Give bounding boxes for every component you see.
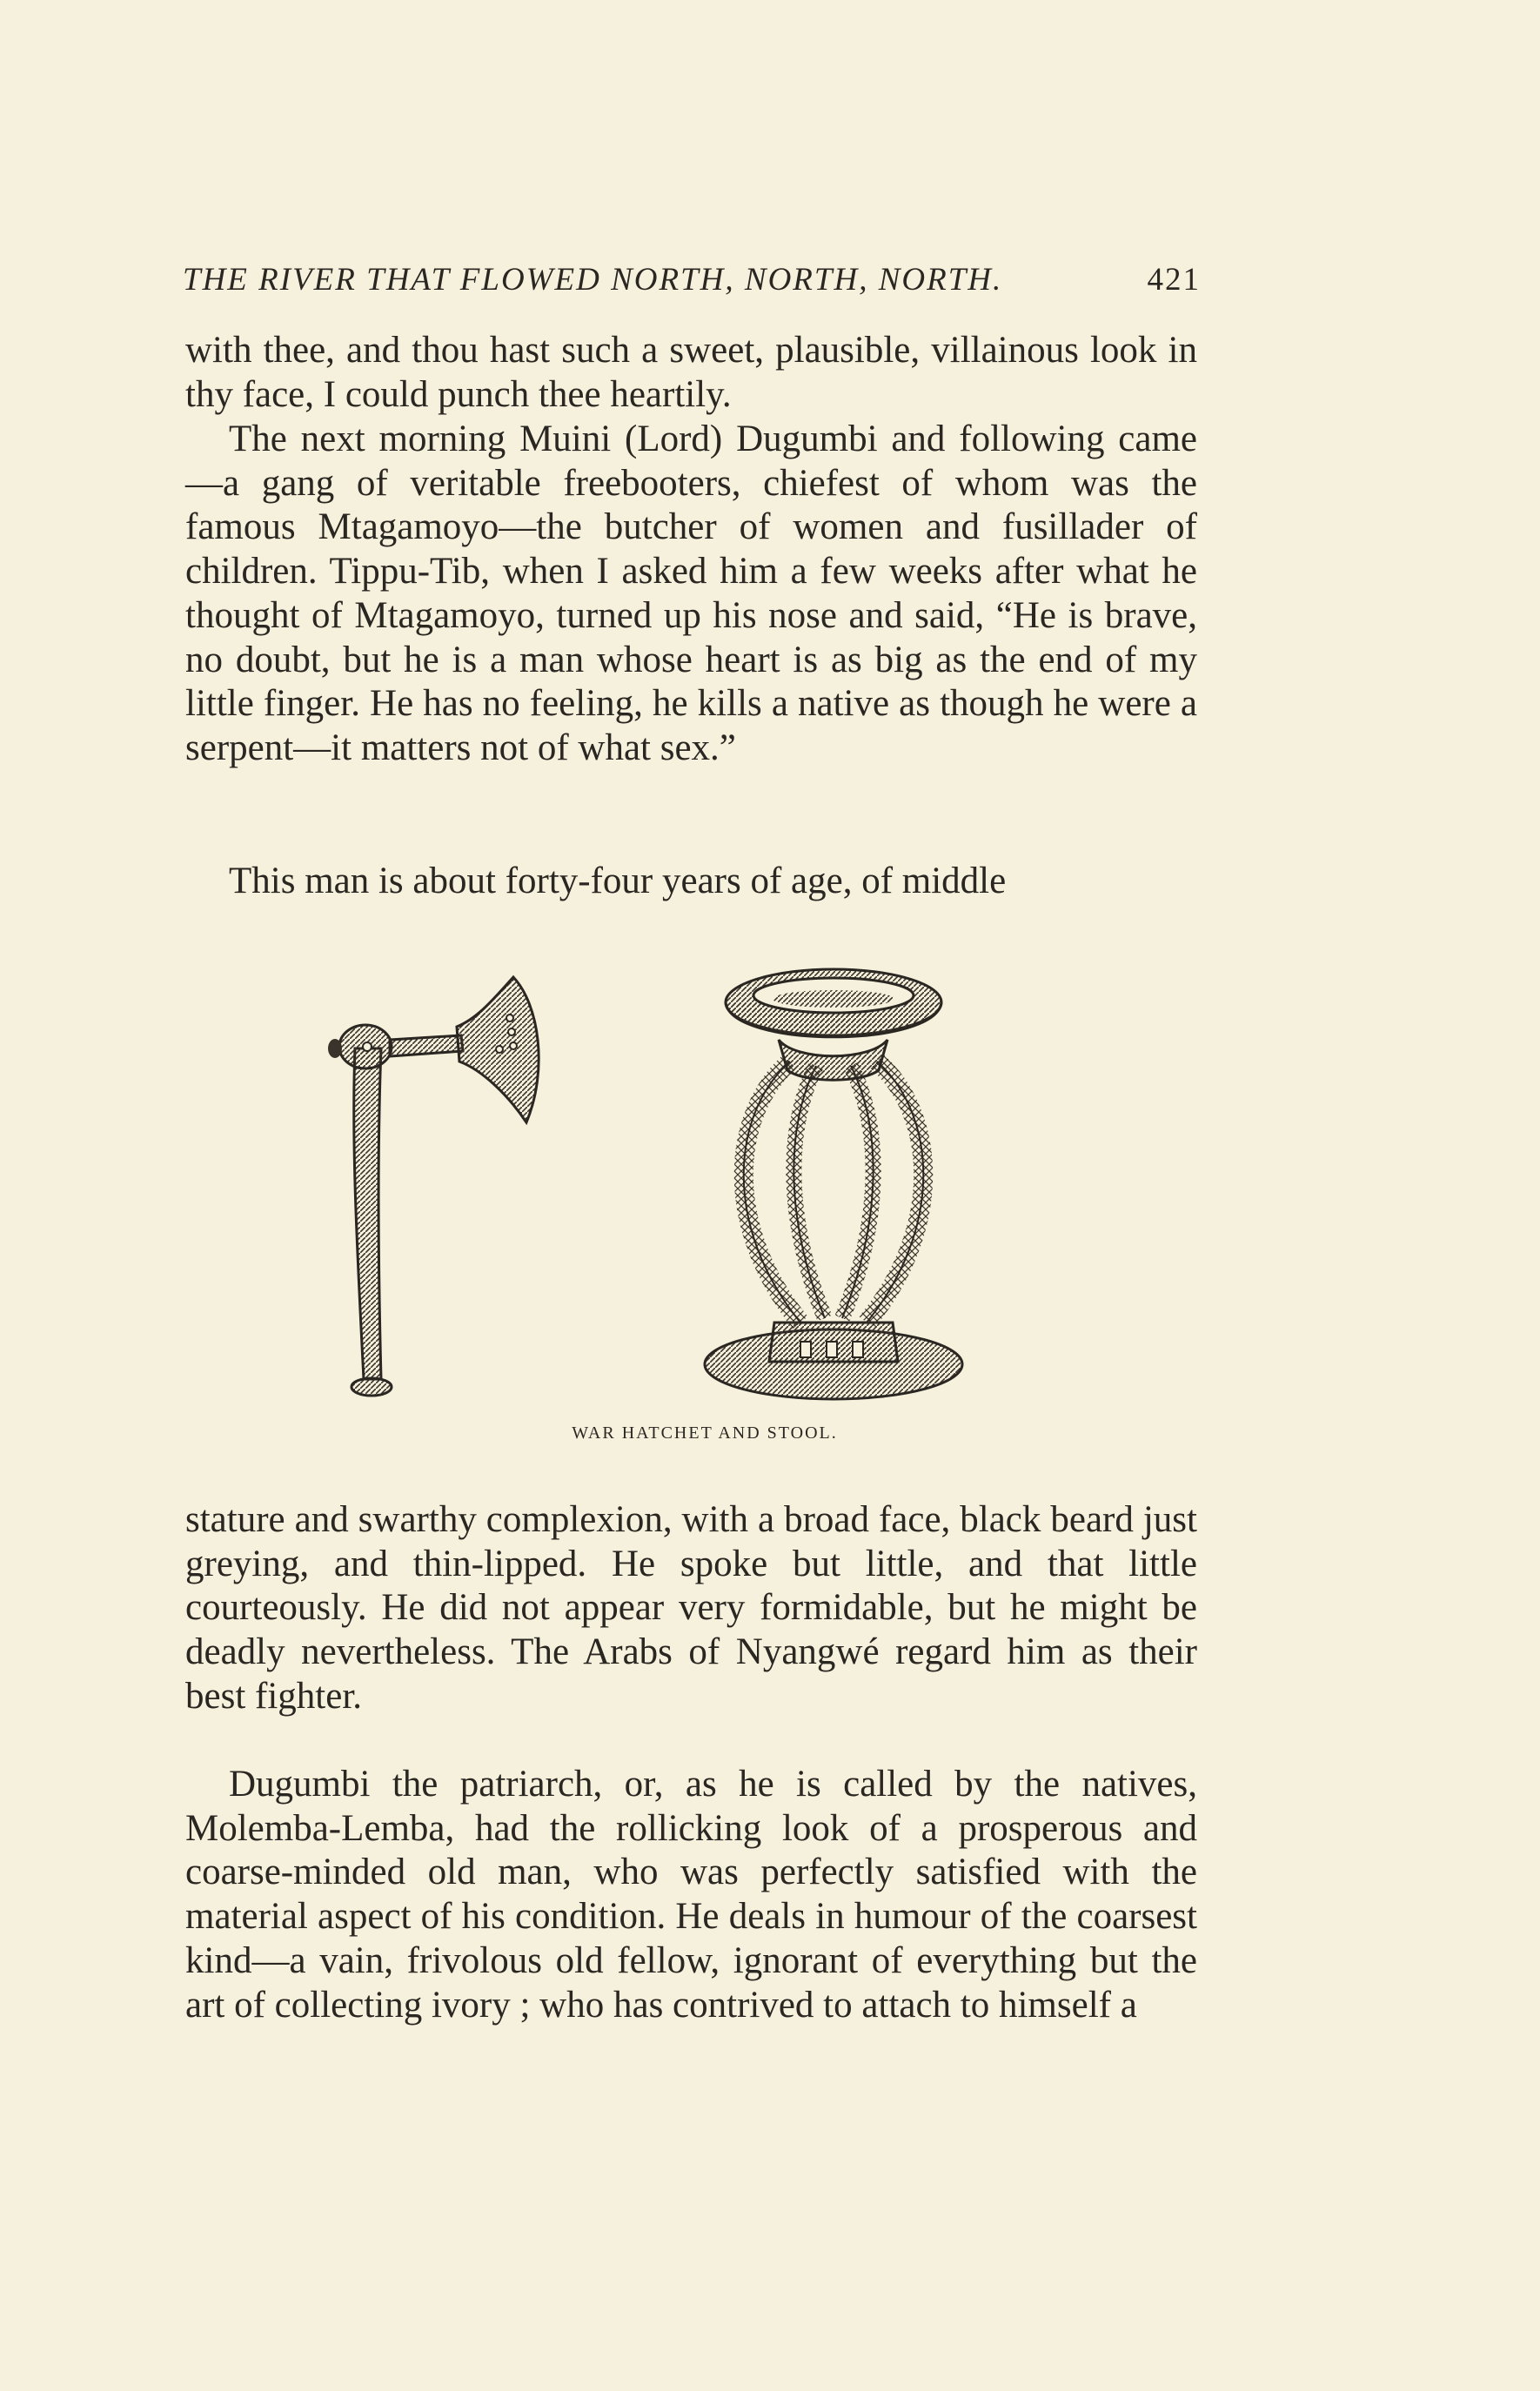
stool-drawing — [705, 969, 962, 1399]
paragraph-stature: stature and swarthy complexion, with a broad face, black beard just greying, and thin-lipped. He spoke but little, and that little courteously. He did not appear very formidable, but he might be deadly nevertheless. The Arabs of Nyangwé regard him as their best fighter. — [185, 1499, 1197, 1717]
page-header — [183, 261, 1201, 298]
paragraph-continued: with thee, and thou hast such a sweet, plausible, villainous look in thy face, I could punch thee heartily. — [185, 330, 1197, 415]
running-title: THE RIVER THAT FLOWED NORTH, NORTH, NORTH. — [183, 262, 1003, 298]
paragraph-dugumbi: Dugumbi the patriarch, or, as he is called by the natives, Molemba-Lemba, had the rollicking look of a prosperous and coarse-minded old man, who was perfectly satisfied with the material aspect of his condition. He deals in humour of the coarsest kind—a vain, frivolous old fellow, ignorant of everything but the art of collecting ivory ; who has contrived to attach to himself a — [185, 1764, 1197, 2026]
paragraph-next-morning: The next morning Muini (Lord) Dugumbi and following came—a gang of veritable freebooters, chiefest of whom was the famous Mtagamoyo—the butcher of women and fusillader of children. Tippu-Tib, when I asked him a few weeks after what he thought of Mtagamoyo, turned up his nose and said, “He is brave, no doubt, but he is a man whose heart is as big as the end of my little finger. He has no feeling, he kills a native as though he were a serpent—it matters not of what sex.” — [185, 419, 1197, 768]
figure-war-hatchet-and-stool — [313, 966, 1096, 1410]
paragraph-this-man: This man is about forty-four years of age, of middle — [229, 861, 1007, 901]
page-number: 421 — [1147, 262, 1201, 298]
war-hatchet-drawing — [328, 977, 539, 1396]
figure-caption: WAR HATCHET AND STOOL. — [572, 1423, 838, 1443]
